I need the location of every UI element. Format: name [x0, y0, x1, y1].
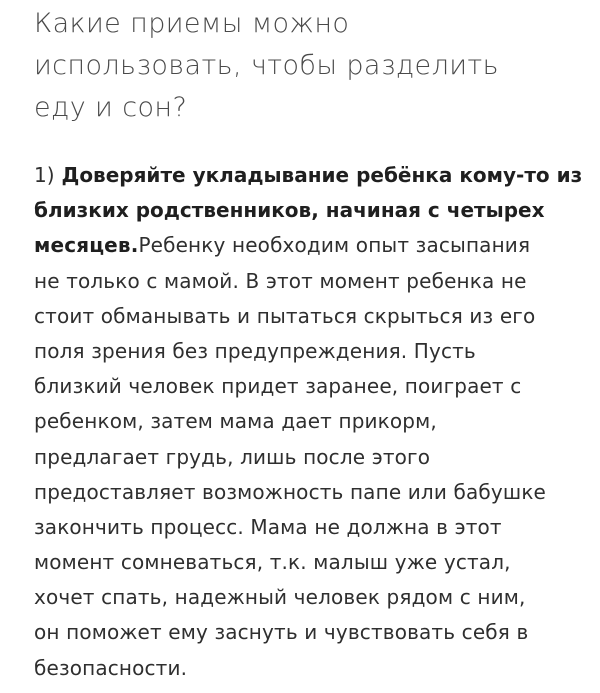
paragraph-line: близкий человек придет заранее, поиграет с [34, 374, 522, 399]
paragraph-line: не только с мамой. В этот момент ребенка не [34, 268, 527, 293]
paragraph-line [34, 228, 582, 263]
heading-line: использовать, чтобы разделить [34, 50, 499, 81]
bold-text: Доверяйте укладывание ребёнка кому-то из [61, 163, 583, 187]
paragraph-line: закончить процесс. Мама не должна в этот [34, 514, 502, 539]
body-text: Ребенку необходим опыт засыпания [138, 233, 531, 258]
paragraph-line: он поможет ему заснуть и чувствовать себя в [34, 620, 529, 645]
section-heading [34, 0, 582, 129]
paragraph-line: стоит обманывать и пытаться скрыться из его [34, 303, 536, 328]
paragraph-line: близких родственников, начиная с четырех [34, 198, 545, 223]
article [34, 0, 583, 680]
bold-text: месяцев. [34, 233, 139, 258]
paragraph-line: безопасности. [34, 655, 188, 680]
paragraph-line: предоставляет возможность папе или бабушке [34, 479, 547, 504]
list-number: 1) [34, 163, 55, 187]
paragraph-line: момент сомневаться, т.к. малыш уже устал, [34, 550, 511, 575]
tip-paragraph [34, 158, 582, 686]
paragraph-line: предлагает грудь, лишь после этого [34, 444, 431, 469]
paragraph-line: хочет спать, надежный человек рядом с ним, [34, 585, 526, 610]
paragraph-line: ребенком, затем мама дает прикорм, [34, 409, 437, 434]
heading-line: Какие приемы можно [34, 8, 350, 39]
paragraph-line [34, 158, 582, 193]
heading-line: еду и сон? [34, 92, 188, 123]
paragraph-line: поля зрения без предупреждения. Пусть [34, 338, 476, 363]
